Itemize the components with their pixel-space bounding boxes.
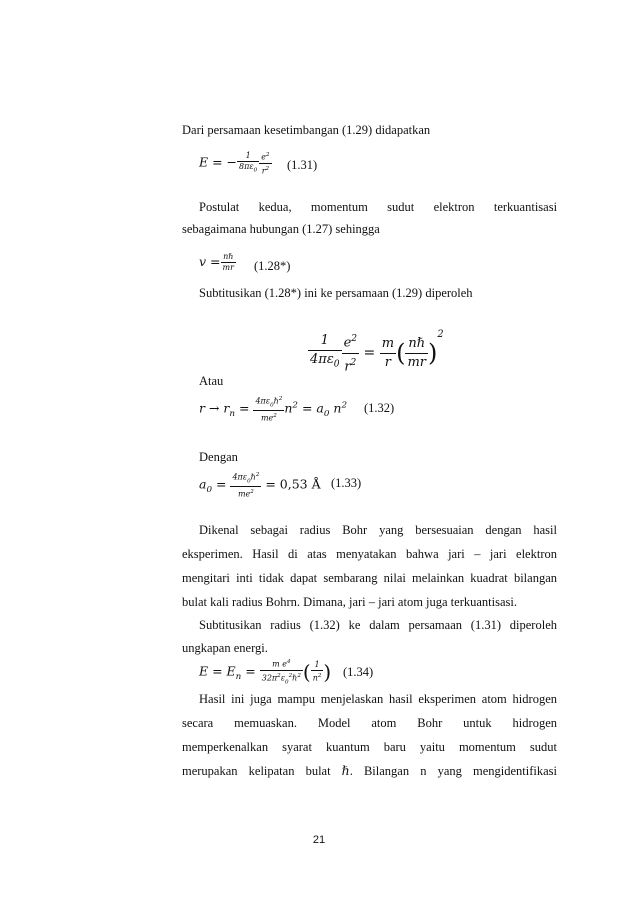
text-line: Atau [199, 374, 224, 388]
equation-number: (1.28*) [254, 259, 291, 273]
paragraph-line: Dikenal sebagai radius Bohr yang bersesuaian dengan hasil [199, 523, 557, 537]
text-line-justified: Postulat kedua, momentum sudut elektron terkuantisasi [199, 200, 558, 214]
text-line: Subtitusikan (1.28*) ini ke persamaan (1.29) diperoleh [199, 286, 473, 300]
equation-1-32: $r \to r_n$ = $\frac{4\pi\varepsilon_0\hbar^2}{me^2}$ $n^2 = a_0$ $n^2$ [199, 396, 348, 423]
paragraph-line: ungkapan energi. [182, 641, 268, 655]
paragraph-line: bulat kali radius Bohrn. Dimana, jari – jari atom juga terkuantisasi. [182, 595, 517, 609]
equation-number: (1.33) [331, 476, 362, 490]
equation-1-28: v = $\frac{\text{nℏ}}{mr}$ [199, 252, 234, 272]
paragraph-line: memperkenalkan syarat kuantum baru yaitu momentum sudut [182, 740, 557, 754]
paragraph-line: mengitari inti tidak dapat sembarang nilai melainkan kuadrat bilangan [182, 571, 557, 585]
equation-number: (1.32) [364, 401, 395, 415]
equation-1-31: E = − $\frac{1}{8\pi\varepsilon_0}$ $\frac{e^2}{r^2}$ [199, 150, 270, 176]
paragraph-line: eksperimen. Hasil di atas menyatakan bahwa jari – jari elektron [182, 547, 557, 561]
equation-force-balance: $\frac{1}{4\pi\varepsilon_0}$ $\frac{e^2}{r^2}$ = $\frac{m}{r}$ ( $\frac{\text{nℏ}}{mr}$ )$^2$ [310, 329, 444, 374]
page-number: 21 [312, 834, 326, 846]
paragraph-line: merupakan kelipatan bulat ℏ. Bilangan n yang mengidentifikasi [182, 764, 557, 778]
equation-number: (1.31) [287, 158, 318, 172]
text-line: Dengan [199, 450, 238, 464]
text-line: Dari persamaan kesetimbangan (1.29) didapatkan [182, 123, 431, 137]
equation-1-33: $a_0$ = $\frac{4\pi\varepsilon_0\hbar^2}{me^2}$ = 0,53 Å [199, 472, 321, 499]
text-line: sebagaimana hubungan (1.27) sehingga [182, 222, 380, 236]
paragraph-line: Hasil ini juga mampu menjelaskan hasil eksperimen atom hidrogen [199, 692, 557, 706]
paragraph-line: secara memuaskan. Model atom Bohr untuk hidrogen [182, 716, 557, 730]
paragraph-line: Subtitusikan radius (1.32) ke dalam persamaan (1.31) diperoleh [199, 618, 557, 632]
equation-1-34: $E = E_n$ = $\frac{m e^4}{32\pi^2\varepsilon_0^2\hbar^2}$ ( $\frac{1}{n^2}$ ) [199, 659, 332, 685]
equation-number: (1.34) [343, 665, 374, 679]
